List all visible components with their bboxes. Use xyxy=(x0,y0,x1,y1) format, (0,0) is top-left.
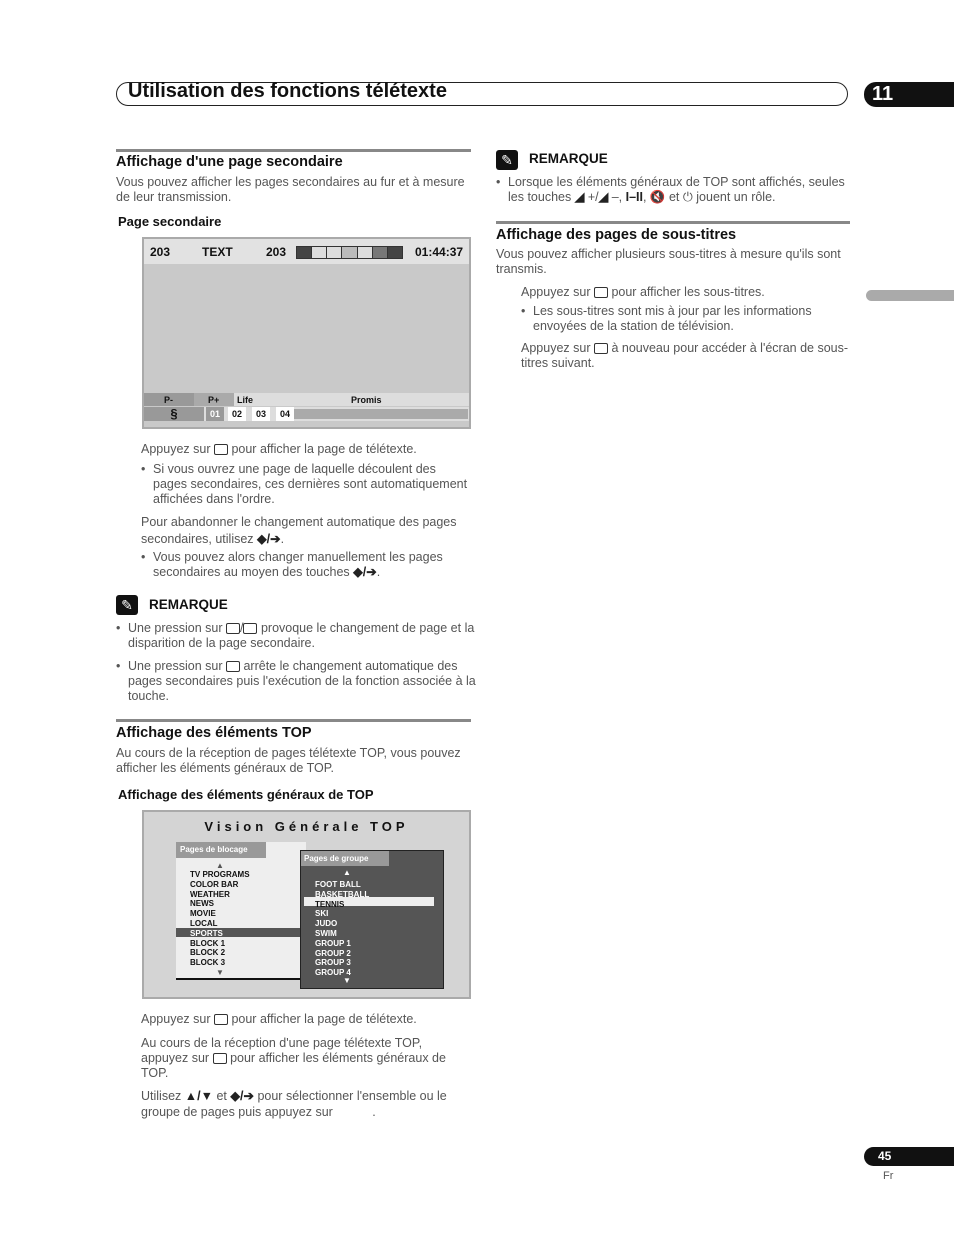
hold-key-icon xyxy=(226,661,240,672)
bullet: • Si vous ouvrez une page de laquelle découlent des pages secondaires, ces dernières sont automatiquement affichées dans l'ordre. xyxy=(141,462,468,506)
chapter-badge: 11 xyxy=(864,82,954,107)
top-overview-screen: Vision Générale TOP Pages de blocage ▲ TV PROGRAMS COLOR BAR WEATHER NEWS MOVIE LOCAL SPORTS BLOCK 1 BLOCK 2 BLOCK 3 ▼ Pages de groupe ▲ FOOT BALL BASKETBALL TENNIS SKI JUDO SWIM GROUP 1 GROUP 2 GROUP 3 GROUP 4 ▼ xyxy=(142,810,471,999)
instruction: Pour abandonner le changement automatique des pages secondaires, utilisez ◆/➔. xyxy=(141,515,457,546)
up-down-arrow-icon: ▲/▼ xyxy=(184,1089,213,1103)
text-key-icon xyxy=(214,444,228,455)
power-icon: ⏻ xyxy=(682,190,693,204)
subheading: Page secondaire xyxy=(118,214,222,229)
section-intro: Vous pouvez afficher les pages secondaires au fur et à mesure de leur transmission. xyxy=(116,175,465,204)
section-intro: Au cours de la réception de pages télétexte TOP, vous pouvez afficher les éléments généraux de TOP. xyxy=(116,746,461,775)
bullet: • Vous pouvez alors changer manuellement les pages secondaires au moyen des touches ◆/➔. xyxy=(141,550,443,579)
note-label: REMARQUE xyxy=(149,597,228,612)
subpage-row: § 01 02 03 04 xyxy=(144,407,469,421)
index-key-icon xyxy=(213,1053,227,1064)
teletext-screen xyxy=(142,237,471,429)
note-label: REMARQUE xyxy=(529,151,608,166)
section-rule xyxy=(116,719,471,722)
instruction: Appuyez sur à nouveau pour accéder à l'écran de sous-titres suivant. xyxy=(521,341,849,370)
instruction: Appuyez sur pour afficher la page de télétexte. xyxy=(141,1012,417,1026)
page-key-icon xyxy=(226,623,240,634)
subtitle-key-icon xyxy=(594,287,608,298)
subpage-icon: § xyxy=(144,407,204,421)
left-right-arrow-icon: ◆/➔ xyxy=(353,565,377,579)
section-intro: Vous pouvez afficher plusieurs sous-titres à mesure qu'ils sont transmis. xyxy=(496,247,841,276)
nav-bar: P- P+ Life Promis xyxy=(144,393,469,406)
volume-down-icon: ◢ xyxy=(598,190,609,204)
language-label: Fr xyxy=(883,1170,894,1182)
volume-up-icon: ◢ xyxy=(574,190,585,204)
block-list: TV PROGRAMS COLOR BAR WEATHER NEWS MOVIE LOCAL SPORTS BLOCK 1 BLOCK 2 BLOCK 3 xyxy=(190,870,250,968)
screen-header: 203 TEXT 203 01:44:37 xyxy=(144,239,469,264)
progress-bar xyxy=(296,246,403,259)
group-list: FOOT BALL BASKETBALL TENNIS SKI JUDO SWIM GROUP 1 GROUP 2 GROUP 3 GROUP 4 xyxy=(315,880,370,978)
page-key-icon xyxy=(243,623,257,634)
side-tab xyxy=(866,290,954,301)
subtitle-key-icon xyxy=(594,343,608,354)
note-icon: ✎ xyxy=(496,150,518,170)
instruction: Utilisez ▲/▼ et ◆/➔ pour sélectionner l'ensemble ou le groupe de pages puis appuyez sur . xyxy=(141,1089,447,1119)
instruction: Appuyez sur pour afficher la page de télétexte. xyxy=(141,442,417,456)
page-number: 45 xyxy=(864,1147,954,1166)
section-title: Affichage des pages de sous-titres xyxy=(496,227,737,243)
instruction: Appuyez sur pour afficher les sous-titres. xyxy=(521,285,765,299)
page-title: Utilisation des fonctions télétexte xyxy=(128,80,447,102)
section-title: Affichage des éléments TOP xyxy=(116,725,312,741)
note-bullet: • Une pression sur arrête le changement automatique des pages secondaires puis l'exécution de la fonction associée à la touche. xyxy=(116,659,476,703)
section-rule xyxy=(116,149,471,152)
section-rule xyxy=(496,221,850,224)
note-bullet: • Une pression sur / provoque le changement de page et la disparition de la page secondaire. xyxy=(116,621,475,650)
block-pages-panel: Pages de blocage ▲ TV PROGRAMS COLOR BAR WEATHER NEWS MOVIE LOCAL SPORTS BLOCK 1 BLOCK 2 BLOCK 3 ▼ xyxy=(176,842,306,980)
left-right-arrow-icon: ◆/➔ xyxy=(257,532,281,546)
group-pages-panel: Pages de groupe ▲ FOOT BALL BASKETBALL TENNIS SKI JUDO SWIM GROUP 1 GROUP 2 GROUP 3 GROUP 4 ▼ xyxy=(300,850,444,989)
instruction: Au cours de la réception d'une page télétexte TOP, appuyez sur pour afficher les éléments généraux de TOP. xyxy=(141,1036,446,1080)
audio-mode-icon: I–II xyxy=(625,190,643,204)
mute-icon: 🔇 xyxy=(649,190,666,204)
bullet: • Les sous-titres sont mis à jour par les informations envoyées de la station de télévision. xyxy=(521,304,812,333)
left-right-arrow-icon: ◆/➔ xyxy=(230,1089,254,1103)
section-title: Affichage d'une page secondaire xyxy=(116,154,343,170)
note-bullet: • Lorsque les éléments généraux de TOP sont affichés, seules les touches ◢ +/◢ –, I–II, 🔇 et ⏻ jouent un rôle. xyxy=(496,175,845,204)
note-icon: ✎ xyxy=(116,595,138,615)
subheading: Affichage des éléments généraux de TOP xyxy=(118,787,374,802)
text-key-icon xyxy=(214,1014,228,1025)
